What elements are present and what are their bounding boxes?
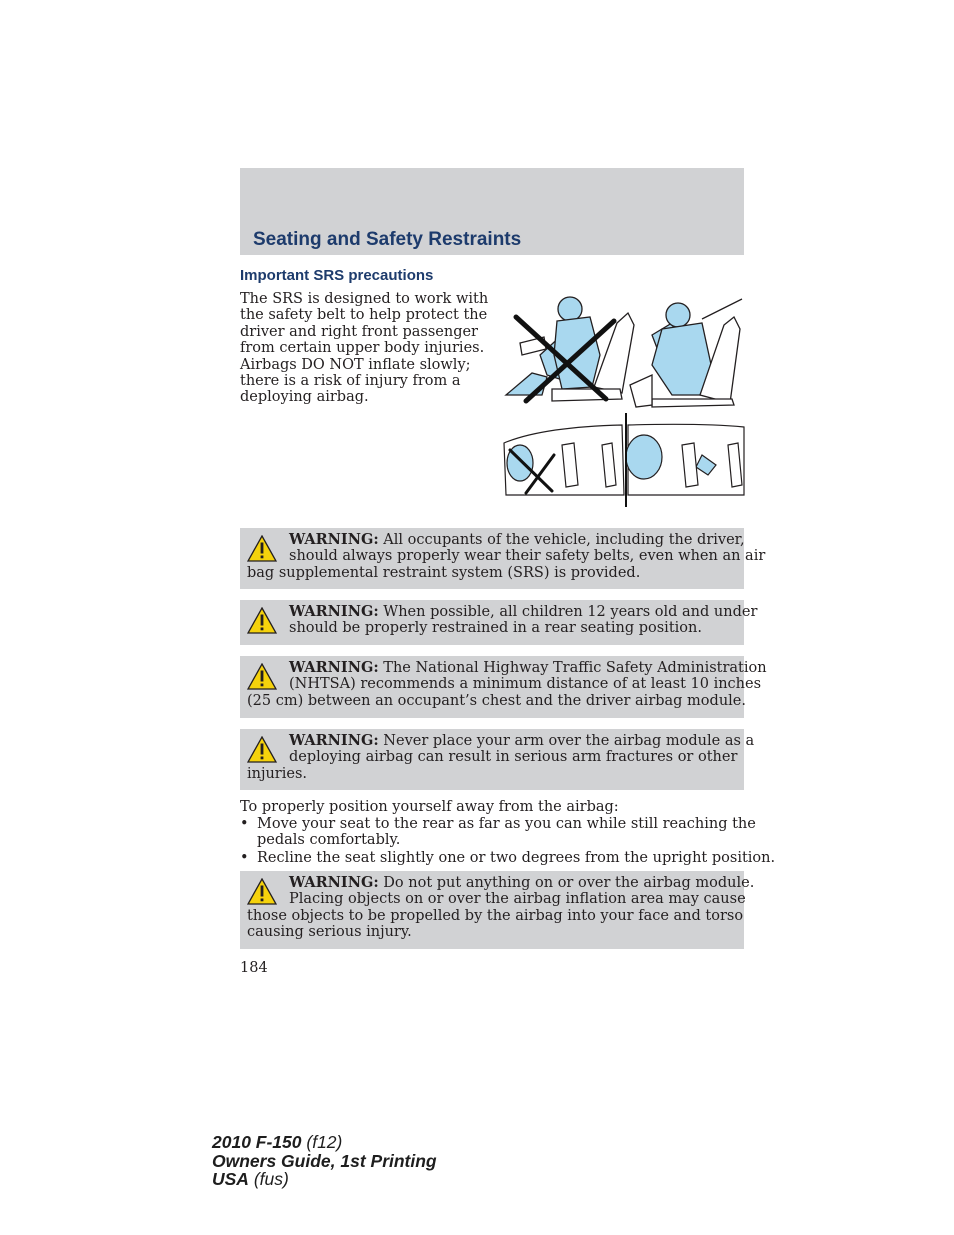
warning-triangle-icon	[247, 736, 277, 763]
car-top-views	[504, 424, 744, 495]
intro-line: driver and right front passenger	[240, 323, 478, 340]
warning-label: WARNING:	[289, 531, 379, 548]
warning-label: WARNING:	[289, 659, 379, 676]
bullet-line: Recline the seat slightly one or two degrees from the upright position.	[257, 850, 776, 866]
bullet-symbol: •	[240, 850, 249, 866]
warning-label: WARNING:	[289, 874, 379, 891]
intro-line: from certain upper body injuries.	[240, 340, 485, 357]
warning-box	[240, 656, 767, 718]
section-title: Seating and Safety Restraints	[253, 229, 522, 250]
airbag-illustration	[502, 295, 746, 509]
occupant-correct-figure	[630, 299, 742, 407]
warning-box	[240, 528, 766, 589]
bullet-symbol: •	[240, 816, 249, 832]
warning-line: should be properly restrained in a rear seating position.	[289, 620, 702, 637]
warning-label: WARNING:	[289, 732, 379, 749]
warning-box	[240, 600, 758, 645]
intro-line: deploying airbag.	[240, 389, 369, 406]
page-number: 184	[240, 960, 268, 976]
warning-line: injuries.	[247, 765, 308, 782]
warning-line: WARNING: Never place your arm over the airbag module as a	[289, 732, 755, 749]
occupant-too-close-figure	[506, 297, 634, 401]
warning-line: (25 cm) between an occupant’s chest and the driver airbag module.	[247, 692, 746, 709]
intro-line: The SRS is designed to work with	[240, 291, 489, 307]
warning-line: those objects to be propelled by the airbag into your face and torso	[247, 907, 744, 924]
warning-line: (NHTSA) recommends a minimum distance of at least 10 inches	[289, 676, 762, 693]
warning-line: should always properly wear their safety belts, even when an air	[289, 548, 766, 565]
intro-line: Airbags DO NOT inflate slowly;	[240, 356, 471, 373]
section-header-band	[240, 168, 744, 255]
footer-line: Owners Guide, 1st Printing	[212, 1150, 437, 1171]
document-footer	[212, 1133, 437, 1189]
warning-line: WARNING: All occupants of the vehicle, including the driver,	[289, 531, 745, 548]
warning-line: Placing objects on or over the airbag inflation area may cause	[289, 891, 746, 908]
warning-triangle-icon	[247, 535, 277, 562]
footer-line: USA (fus)	[212, 1169, 289, 1189]
bullet-line: Move your seat to the rear as far as you can while still reaching the	[257, 816, 756, 832]
warning-line: causing serious injury.	[247, 924, 412, 941]
bullet-line: pedals comfortably.	[257, 832, 401, 849]
warning-triangle-icon	[247, 663, 277, 690]
warning-box	[240, 871, 755, 949]
warning-line: WARNING: The National Highway Traffic Safety Administration	[289, 659, 767, 676]
warning-box	[240, 729, 755, 790]
warning-triangle-icon	[247, 878, 277, 905]
intro-line: the safety belt to help protect the	[240, 307, 488, 324]
warning-line: WARNING: When possible, all children 12 years old and under	[289, 603, 758, 620]
positioning-intro: To properly position yourself away from the airbag:	[240, 799, 619, 815]
warning-line: bag supplemental restraint system (SRS) is provided.	[247, 564, 641, 581]
warning-triangle-icon	[247, 607, 277, 634]
intro-line: there is a risk of injury from a	[240, 373, 461, 390]
subsection-heading: Important SRS precautions	[240, 267, 434, 284]
footer-line: 2010 F-150 (f12)	[212, 1132, 343, 1152]
warning-line: deploying airbag can result in serious arm fractures or other	[289, 749, 738, 766]
warning-label: WARNING:	[289, 603, 379, 620]
intro-paragraph	[240, 291, 489, 406]
warning-line: WARNING: Do not put anything on or over the airbag module.	[289, 874, 755, 891]
